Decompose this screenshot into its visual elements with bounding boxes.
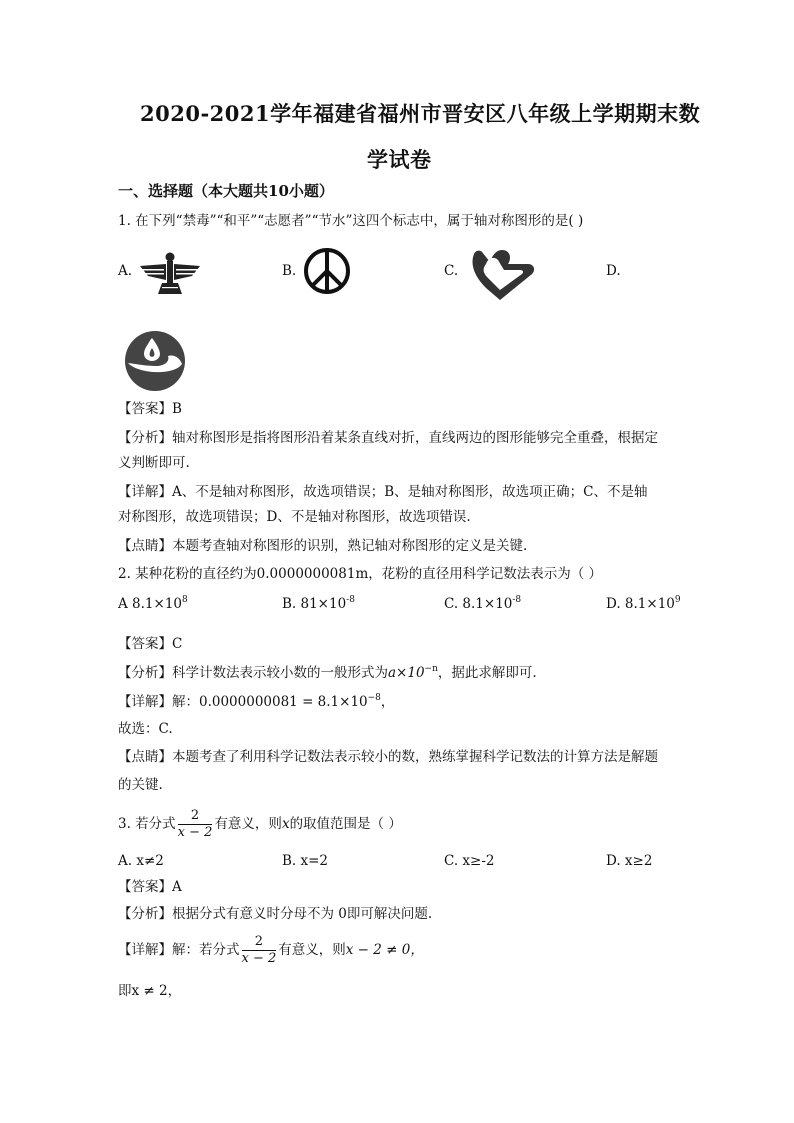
q3-fraction-denominator: x − 2 (177, 825, 213, 840)
eagle-icon (138, 250, 202, 298)
q3-option-b: B. x=2 (282, 853, 329, 869)
q3-stem-post: 的取值范围是（ ） (289, 816, 402, 832)
water-saving-icon (124, 330, 186, 392)
q3-detail-fraction-denominator: x − 2 (241, 951, 277, 966)
q1-analysis-line1: 【分析】轴对称图形是指将图形沿着某条直线对折，直线两边的图形能够完全重叠，根据定 (118, 430, 658, 446)
q2-option-c (444, 593, 521, 615)
q1-option-d: D. (606, 263, 621, 279)
q2-option-a (118, 593, 188, 615)
q1-analysis-line2: 义判断即可. (118, 455, 190, 471)
q3-stem (118, 806, 402, 842)
q1-option-b: B. (282, 263, 297, 279)
q3-fraction-numerator: 2 (178, 808, 213, 825)
q2-option-d-base: D. 8.1×10 (606, 596, 675, 612)
q2-option-a-exp: 8 (182, 595, 188, 605)
q3-detail-condition: x − 2 ≠ 0， (345, 942, 424, 958)
q3-stem-pre: 3. 若分式 (118, 816, 176, 832)
peace-sign-icon (302, 246, 352, 296)
q3-analysis: 【分析】根据分式有意义时分母不为 0即可解决问题. (118, 906, 433, 922)
q3-so: 即x ≠ 2， (118, 983, 182, 999)
q3-detail (118, 932, 424, 968)
q2-answer: 【答案】C (118, 636, 183, 652)
q1-option-a: A. (118, 263, 133, 279)
q2-detail (118, 691, 394, 713)
q3-detail-fraction-numerator: 2 (242, 934, 277, 951)
q1-comment: 【点睛】本题考查轴对称图形的识别，熟记轴对称图形的定义是关键. (118, 538, 528, 554)
q2-analysis-exp: −n (424, 664, 438, 674)
q3-detail-fraction (242, 934, 277, 967)
q2-analysis (118, 662, 537, 684)
q2-detail-exp: −8 (367, 693, 381, 703)
q2-choose: 故选：C. (118, 721, 173, 737)
page-title-line2: 学试卷 (367, 147, 432, 172)
q2-analysis-formula: a×10 (388, 665, 425, 681)
q2-option-b-exp: -8 (346, 595, 355, 605)
q2-option-a-base: A 8.1×10 (118, 596, 182, 612)
q3-detail-mid: 有意义，则 (278, 942, 346, 958)
q2-option-b-base: B. 81×10 (282, 596, 347, 612)
volunteer-heart-hand-icon (468, 242, 538, 304)
q3-stem-mid: 有意义，则 (214, 816, 282, 832)
q2-option-b (282, 593, 355, 615)
q2-comment-line1: 【点睛】本题考查了利用科学记数法表示较小的数，熟练掌握科学记数法的计算方法是解题 (118, 749, 658, 765)
q2-stem: 2. 某种花粉的直径约为0.0000000081m，花粉的直径用科学记数法表示为（ ） (118, 566, 603, 582)
q2-detail-post: ， (380, 694, 395, 710)
q2-analysis-pre: 【分析】科学计数法表示较小数的一般形式为 (118, 665, 388, 681)
q3-stem-var: x (281, 816, 290, 832)
q3-option-d: D. x≥2 (606, 853, 653, 869)
q3-detail-pre: 【详解】解：若分式 (118, 942, 240, 958)
q2-option-c-base: C. 8.1×10 (444, 596, 513, 612)
q2-comment-line2: 的关键. (118, 777, 163, 793)
q3-fraction (178, 808, 213, 841)
q3-answer: 【答案】A (118, 879, 182, 895)
q1-detail-line1: 【详解】A、不是轴对称图形，故选项错误；B、是轴对称图形，故选项正确；C、不是轴 (118, 484, 648, 500)
q1-option-c: C. (444, 263, 459, 279)
q1-answer: 【答案】B (118, 401, 182, 417)
q3-option-c: C. x≥-2 (444, 853, 495, 869)
q1-detail-line2: 对称图形，故选项错误；D、不是轴对称图形，故选项错误. (118, 509, 471, 525)
q2-option-d (606, 593, 681, 615)
q3-option-a: A. x≠2 (118, 853, 164, 869)
q2-detail-pre: 【详解】解：0.0000000081 = 8.1×10 (118, 694, 368, 710)
q1-stem: 1. 在下列“禁毒”“和平”“志愿者”“节水”这四个标志中，属于轴对称图形的是( ) (118, 213, 584, 229)
q2-option-d-exp: 9 (674, 595, 681, 605)
section-heading: 一、选择题（本大题共10小题） (118, 182, 334, 200)
q2-analysis-post: ，据此求解即可. (437, 665, 537, 681)
q2-option-c-exp: -8 (512, 595, 522, 605)
page-title-line1: 2020-2021学年福建省福州市晋安区八年级上学期期末数 (140, 101, 701, 126)
